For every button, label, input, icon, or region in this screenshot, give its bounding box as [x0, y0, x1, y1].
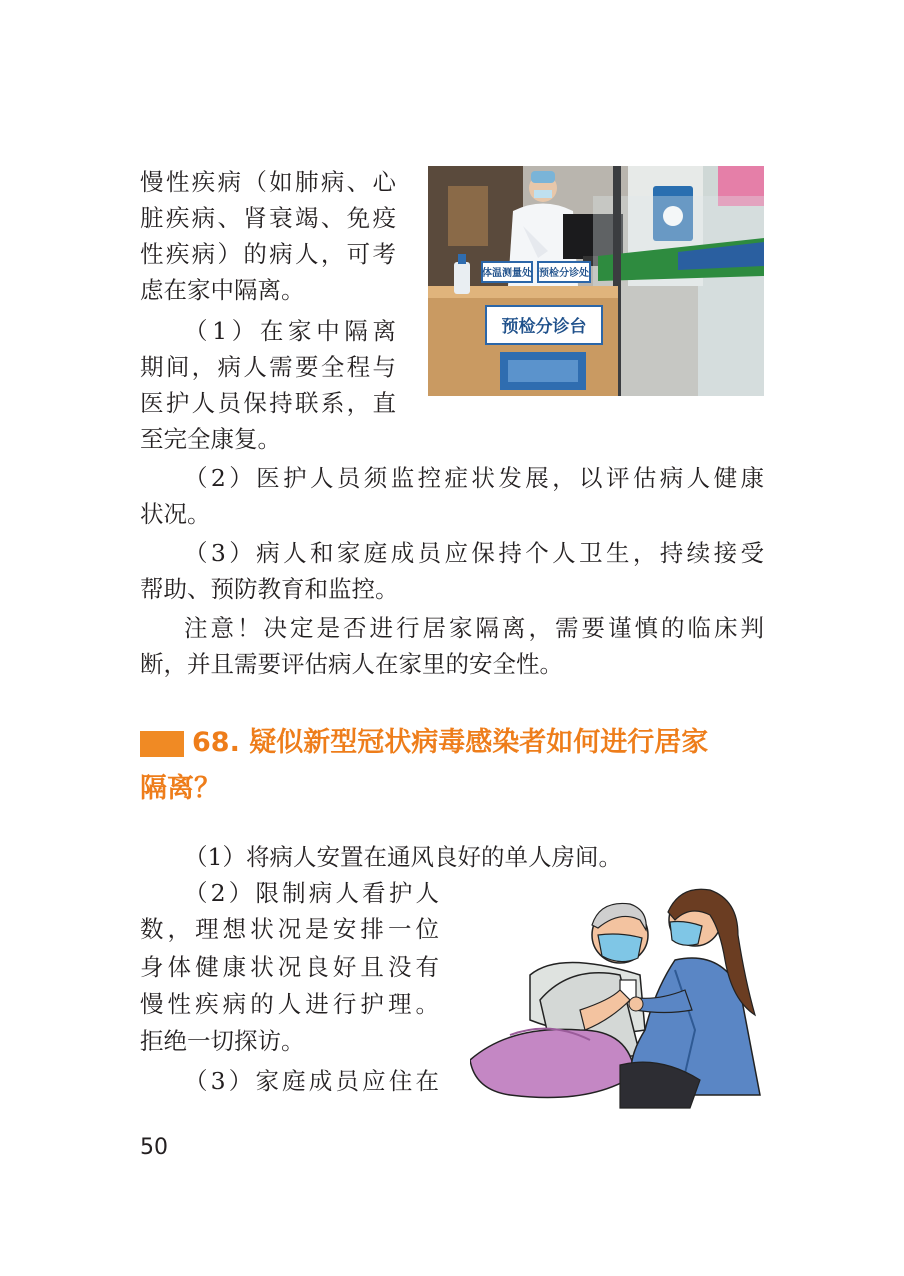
step-2-line-4: 慢性疾病的人进行护理。 [140, 990, 439, 1018]
sign-triage-main: 预检分诊台 [501, 317, 587, 337]
p1-line-2: 期间，病人需要全程与 [140, 353, 396, 381]
step-2-line-1: （2）限制病人看护人 [184, 879, 439, 907]
step-2-line-3: 身体健康状况良好且没有 [140, 953, 439, 981]
sign-temperature: 体温测量处 [482, 268, 532, 279]
p1-line-1: （1）在家中隔离 [184, 317, 396, 345]
section-heading-line-1: 68. 疑似新型冠状病毒感染者如何进行居家 [192, 727, 709, 758]
p3-line-2: 帮助、预防教育和监控。 [140, 575, 399, 603]
heading-accent-bar [140, 731, 184, 757]
p2-line-1: （2）医护人员须监控症状发展，以评估病人健康 [184, 464, 764, 492]
intro-line-1: 慢性疾病（如肺病、心 [140, 168, 396, 196]
triage-desk-photo [428, 166, 764, 396]
p1-line-3: 医护人员保持联系，直 [140, 389, 396, 417]
p3-line-1: （3）病人和家庭成员应保持个人卫生，持续接受 [184, 539, 764, 567]
step-2-line-5: 拒绝一切探访。 [140, 1027, 305, 1055]
page-number: 50 [140, 1135, 168, 1160]
intro-line-2: 脏疾病、肾衰竭、免疫 [140, 204, 396, 232]
note-line-1: 注意！决定是否进行居家隔离，需要谨慎的临床判 [184, 614, 764, 642]
section-heading-line-2: 隔离？ [140, 773, 221, 804]
step-2-line-2: 数，理想状况是安排一位 [140, 915, 439, 943]
step-1: （1）将病人安置在通风良好的单人房间。 [184, 843, 622, 871]
caregiver-illustration [470, 880, 770, 1110]
note-line-2: 断，并且需要评估病人在家里的安全性。 [140, 650, 563, 678]
intro-line-4: 虑在家中隔离。 [140, 276, 305, 304]
intro-line-3: 性疾病）的病人，可考 [140, 240, 396, 268]
p2-line-2: 状况。 [140, 500, 211, 528]
sign-triage-small: 预检分诊处 [539, 268, 589, 279]
p1-line-4: 至完全康复。 [140, 425, 281, 453]
step-3-line-1: （3）家庭成员应住在 [184, 1067, 439, 1095]
